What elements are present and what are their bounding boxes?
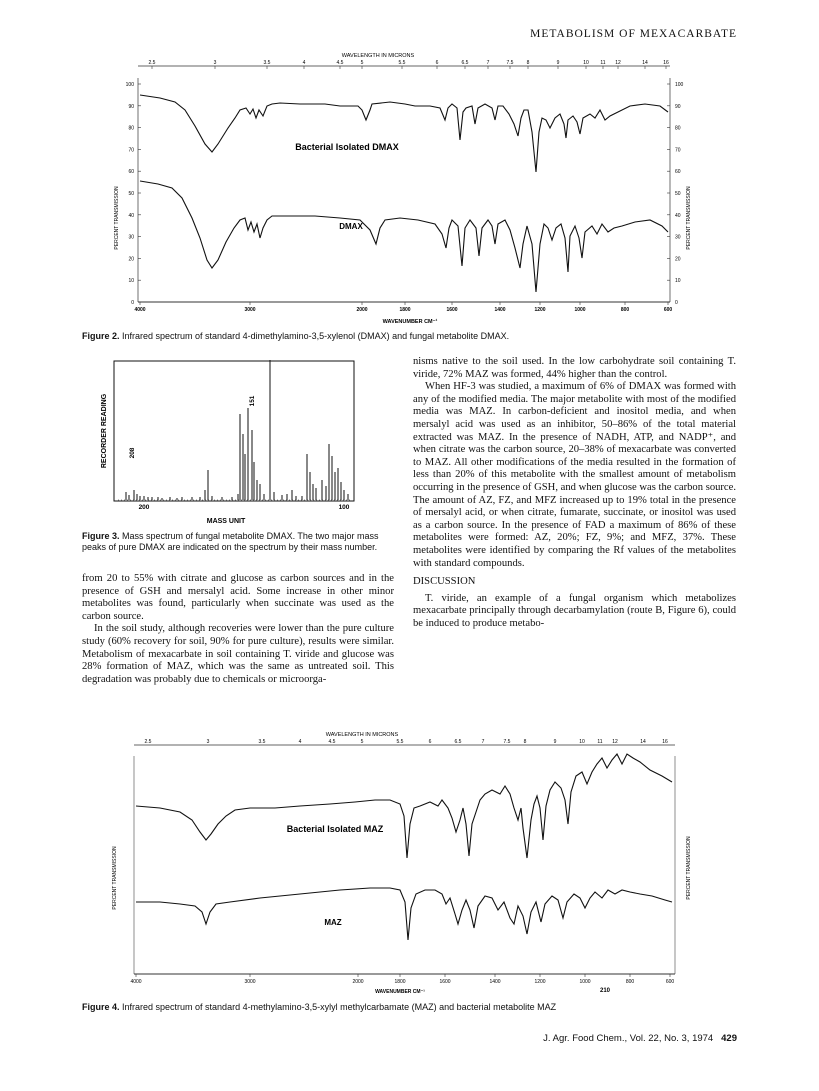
fig3-caption-text: Mass spectrum of fungal metabolite DMAX. The two major mass peaks of pure DMAX are indicated on the spectrum by their mass number. [82, 531, 379, 552]
fig2-right-tick: 40 [675, 212, 681, 219]
fig2-top-tick: 2.5 [148, 60, 156, 66]
fig3-caption-number: Figure 3. [82, 531, 120, 541]
fig2-top-tick: 10 [583, 60, 589, 66]
fig4-top-tick: 5.5 [396, 739, 404, 745]
discussion-heading: DISCUSSION [413, 576, 476, 588]
fig4-top-tick: 6 [428, 739, 432, 745]
fig2-left-tick: 70 [128, 147, 134, 154]
fig2-label-upper: Bacterial Isolated DMAX [295, 142, 399, 152]
fig4-top-tick: 11 [597, 739, 603, 745]
fig4-upper-spectrum [136, 754, 672, 858]
fig2-right-tick: 80 [675, 125, 681, 132]
running-title: METABOLISM OF MEXACARBATE [530, 28, 737, 40]
fig3-x-tick-100: 100 [338, 504, 350, 511]
left-paragraph-2: In the soil study, although recoveries were lower than the pure culture study (60% recovery for soil, 90% for pure culture), results were similar. Metabolism of mexacarbate in soil containing T. viride and glucose was 28% formation of MAZ, which was the same as untreated soil. This degradation was probably due to chemicals or microorga- [82, 623, 394, 685]
fig2-top-tick: 4.5 [336, 60, 344, 66]
fig2-top-tick: 14 [642, 60, 648, 66]
fig4-bottom-tick: 1400 [489, 979, 501, 985]
fig2-caption [82, 331, 722, 342]
fig4-bottom-tick: 600 [665, 979, 675, 985]
fig4-bottom-tick: 2000 [352, 979, 364, 985]
fig4-lower-spectrum [136, 888, 672, 940]
fig2-bottom-tick: 3000 [244, 307, 256, 313]
fig2-bottom-tick: 600 [663, 307, 673, 313]
figure-4-ir-spectrum [100, 728, 700, 998]
fig4-bottom-tick: 1800 [394, 979, 406, 985]
fig2-lower-spectrum [140, 181, 668, 292]
fig4-bottom-tick: 1600 [439, 979, 451, 985]
fig2-top-tick: 4 [302, 60, 306, 66]
fig4-bottom-tick: 4000 [130, 979, 142, 985]
fig2-left-tick: 0 [131, 300, 134, 306]
fig4-top-tick: 16 [662, 739, 668, 745]
fig2-left-tick: 20 [128, 256, 134, 263]
fig2-left-tick: 50 [128, 191, 134, 197]
right-column-text [413, 356, 736, 630]
fig2-top-tick: 8 [526, 60, 530, 66]
fig2-left-tick: 100 [125, 82, 134, 88]
fig2-top-tick: 12 [615, 60, 621, 66]
fig2-right-tick: 20 [675, 256, 681, 263]
fig4-bottom-tick: 3000 [244, 979, 256, 985]
right-paragraph-1: nisms native to the soil used. In the low carbohydrate soil containing T. viride, 72% MAZ was formed, 44% higher than the control. [413, 356, 736, 380]
fig2-left-tick: 80 [128, 125, 134, 132]
fig2-caption-number: Figure 2. [82, 331, 120, 341]
fig4-top-tick: 3 [206, 739, 210, 745]
fig4-top-tick: 7 [481, 739, 485, 745]
fig4-top-tick: 10 [579, 739, 585, 745]
fig2-right-tick: 0 [675, 300, 678, 306]
fig4-caption-number: Figure 4. [82, 1002, 120, 1012]
fig4-top-tick: 12 [612, 739, 618, 745]
fig2-left-tick: 90 [128, 103, 134, 110]
left-paragraph-1: from 20 to 55% with citrate and glucose as carbon sources and in the presence of GSH and mersalyl acid. Some increase in other minor metabolites was found, particularly when succinate was used as the carbon source. [82, 573, 394, 622]
figure-2-ir-spectrum [100, 48, 700, 330]
fig2-y-label-left: PERCENT TRANSMISSION [114, 186, 120, 250]
fig2-top-tick: 3 [213, 60, 217, 66]
fig2-left-tick: 10 [128, 278, 134, 285]
fig4-top-tick: 3.5 [258, 739, 266, 745]
fig2-bottom-tick: 1400 [494, 307, 506, 313]
fig4-label-lower: MAZ [324, 918, 342, 927]
fig2-bottom-tick: 800 [620, 307, 630, 313]
fig4-top-tick: 8 [523, 739, 527, 745]
fig4-top-tick: 9 [553, 739, 557, 745]
fig4-bottom-tick: 1200 [534, 979, 546, 985]
fig4-y-label-right: PERCENT TRANSMISSION [686, 836, 692, 900]
fig2-top-tick: 6.5 [461, 60, 469, 66]
fig2-caption-text: Infrared spectrum of standard 4-dimethylamino-3,5-xylenol (DMAX) and fungal metabolite DMAX. [119, 331, 510, 341]
page-number: 429 [721, 1033, 737, 1044]
right-paragraph-3: T. viride, an example of a fungal organism which metabolizes mexacarbate principally through decarbamylation (route B, Figure 6), could be induced to produce metabo- [413, 592, 736, 629]
fig2-y-label-right: PERCENT TRANSMISSION [686, 186, 692, 250]
journal-citation: J. Agr. Food Chem., Vol. 22, No. 3, 1974 [543, 1033, 714, 1044]
fig3-x-tick-200: 200 [138, 504, 150, 511]
fig4-top-tick: 14 [640, 739, 646, 745]
fig2-left-tick: 40 [128, 212, 134, 219]
fig3-peak-label-151: 151 [249, 395, 256, 407]
fig2-top-tick: 11 [600, 60, 606, 66]
fig2-bottom-tick: 4000 [134, 307, 146, 313]
fig4-bottom-tick: 1000 [579, 979, 591, 985]
fig2-top-tick: 6 [435, 60, 439, 66]
fig2-bottom-tick: 1000 [574, 307, 586, 313]
fig2-top-axis-title: WAVELENGTH IN MICRONS [341, 53, 415, 59]
fig2-right-tick: 10 [675, 278, 681, 285]
fig4-bottom-tick: 800 [625, 979, 635, 985]
fig2-left-tick: 30 [128, 234, 134, 241]
fig2-bottom-tick: 1600 [446, 307, 458, 313]
fig4-y-label-left: PERCENT TRANSMISSION [112, 846, 118, 910]
fig2-bottom-tick: 2000 [356, 307, 368, 313]
fig2-bottom-axis-title: WAVENUMBER CM⁻¹ [382, 319, 438, 325]
fig2-right-tick: 50 [675, 191, 681, 197]
fig2-top-tick: 7 [486, 60, 490, 66]
fig4-sub-mark: 210 [599, 988, 611, 994]
left-column-text [82, 573, 394, 686]
fig4-top-tick: 7.5 [503, 739, 511, 745]
fig2-right-tick: 70 [675, 147, 681, 154]
fig4-caption-text: Infrared spectrum of standard 4-methylamino-3,5-xylyl methylcarbamate (MAZ) and bacterial metabolite MAZ [119, 1002, 557, 1012]
fig2-top-tick: 16 [663, 60, 669, 66]
fig4-top-tick: 4.5 [328, 739, 336, 745]
fig2-upper-spectrum [140, 95, 668, 172]
fig3-peak-label-208: 208 [129, 447, 136, 459]
fig2-top-tick: 9 [556, 60, 560, 66]
fig2-left-tick: 60 [128, 169, 134, 176]
fig2-top-tick: 7.5 [506, 60, 514, 66]
fig2-top-tick: 5 [360, 60, 364, 66]
fig4-top-tick: 5 [360, 739, 364, 745]
fig4-top-tick: 4 [298, 739, 302, 745]
fig3-caption [82, 531, 392, 553]
fig2-top-tick: 5.5 [398, 60, 406, 66]
right-paragraph-2: When HF-3 was studied, a maximum of 6% of DMAX was formed with any of the modified media. The major metabolite with most of the modified media was MAZ. In carbon-deficient and inositol media, and when mersalyl acid was used as an inhibitor, 50–86% of the total material extracted was MAZ. In the presence of NADH, ATP, and NADP⁺, and when citrate was the carbon source, 20–38% of mexacarbate was converted to MAZ. All other modifications of the media resulted in the formation of less than 20% of this metabolite with the smallest amount of metabolism occurring in the presence of GSH, and when glucose was the carbon source. The amount of AZ, FZ, and MFZ increased up to 19% total in the presence of mersalyl acid, or when citrate, fumarate, succinate, or inositol was used as a carbon source. In the presence of FAD a maximum of 86% of these metabolites were formed: AZ, 20%; FZ, 9%; and MFZ, 37%. These metabolites were identified by comparing the Rf values of the metabolites with standard compounds. [413, 381, 736, 569]
figure-3-mass-spectrum [82, 355, 382, 529]
fig4-top-tick: 2.5 [144, 739, 152, 745]
fig2-top-tick: 3.5 [263, 60, 271, 66]
fig4-top-axis-title: WAVELENGTH IN MICRONS [325, 732, 399, 738]
fig2-right-tick: 90 [675, 103, 681, 110]
fig3-y-label: RECORDER READING [101, 393, 108, 469]
fig2-bottom-tick: 1200 [534, 307, 546, 313]
fig4-bottom-axis-title: WAVENUMBER CM⁻¹ [375, 989, 425, 995]
fig2-right-tick: 60 [675, 169, 681, 176]
fig3-x-label: MASS UNIT [206, 518, 246, 525]
fig2-right-tick: 30 [675, 234, 681, 241]
page-footer [543, 1033, 737, 1044]
fig4-top-tick: 6.5 [454, 739, 462, 745]
fig4-label-upper: Bacterial Isolated MAZ [286, 824, 384, 834]
fig4-caption [82, 1002, 742, 1013]
fig2-label-lower: DMAX [339, 222, 363, 231]
fig2-right-tick: 100 [675, 82, 684, 88]
fig2-bottom-tick: 1800 [399, 307, 411, 313]
